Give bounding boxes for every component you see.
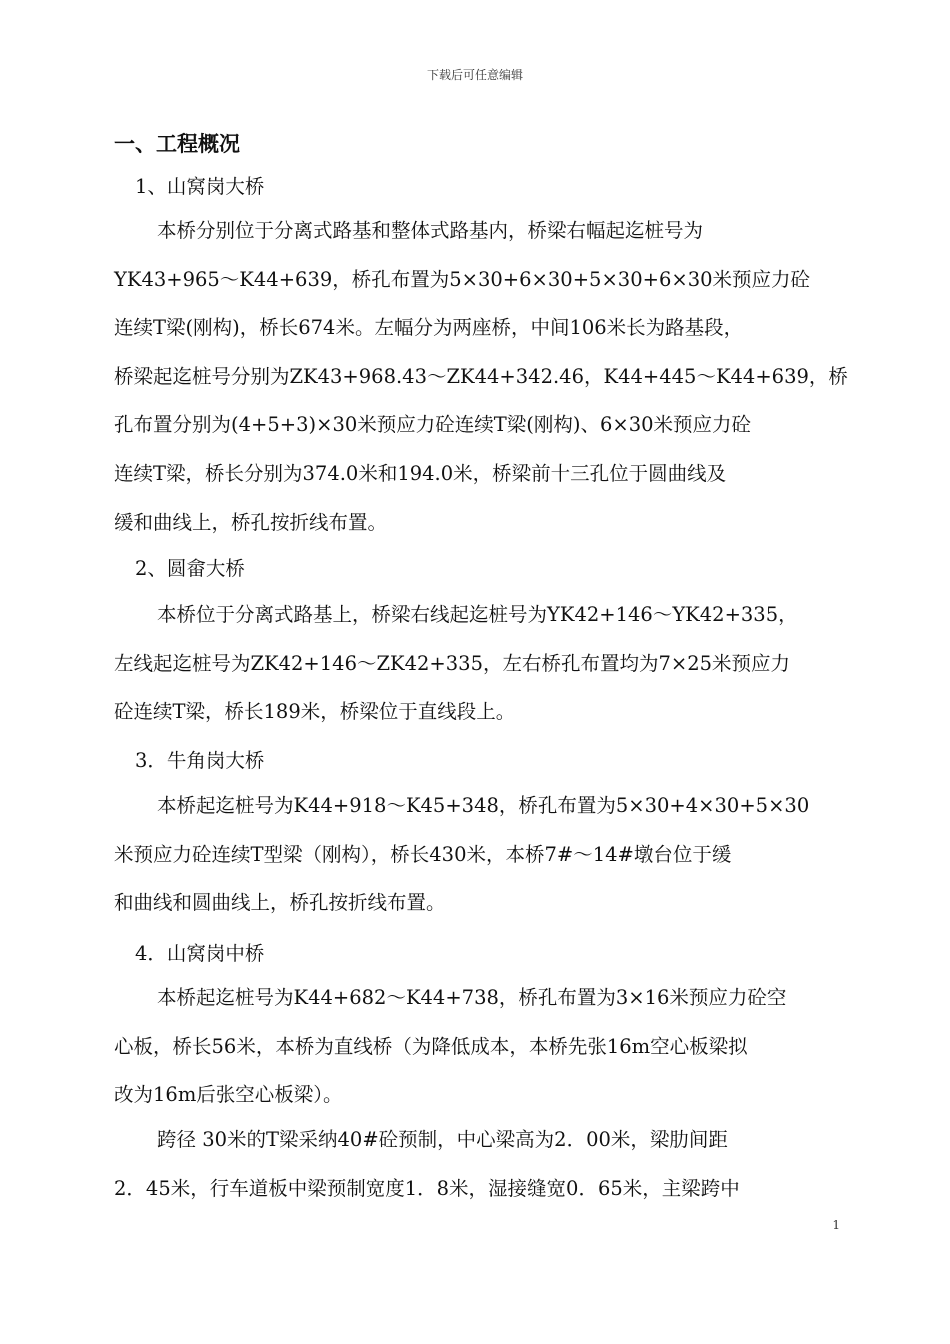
bridge-2-paragraph (114, 591, 838, 737)
bridge-3-title: 3．牛角岗大桥 (135, 749, 265, 772)
paragraph-line: 本桥起迄桩号为K44+682～K44+738，桥孔布置为3×16米预应力砼空 (157, 986, 787, 1009)
paragraph-line: 缓和曲线上，桥孔按折线布置。 (114, 510, 388, 534)
paragraph-line: 孔布置分别为(4+5+3)×30米预应力砼连续T梁(刚构)、6×30米预应力砼 (114, 413, 752, 437)
paragraph-line: 米预应力砼连续T型梁（刚构），桥长430米，本桥7#～14#墩台位于缓 (114, 842, 732, 866)
bridge-1-title: 1、山窝岗大桥 (135, 175, 265, 198)
tbeam-paragraph (114, 1116, 838, 1213)
page-number: 1 (832, 1218, 840, 1232)
bridge-2-title: 2、圆畲大桥 (135, 557, 245, 580)
bridge-3-paragraph (114, 782, 838, 928)
paragraph-line: 改为16m后张空心板梁）。 (114, 1083, 343, 1107)
paragraph-line: 跨径 30米的T梁采纳40#砼预制，中心梁高为2．00米，梁肋间距 (157, 1128, 728, 1151)
paragraph-line: YK43+965～K44+639，桥孔布置为5×30+6×30+5×30+6×30米预应力砼 (114, 267, 811, 291)
paragraph-line: 连续T梁，桥长分别为374.0米和194.0米，桥梁前十三孔位于圆曲线及 (114, 461, 727, 485)
bridge-4-paragraph (114, 974, 838, 1120)
paragraph-line: 连续T梁(刚构)，桥长674米。左幅分为两座桥，中间106米长为路基段， (114, 316, 744, 340)
paragraph-line: 本桥分别位于分离式路基和整体式路基内，桥梁右幅起迄桩号为 (157, 219, 704, 242)
paragraph-line: 桥梁起迄桩号分别为ZK43+968.43～ZK44+342.46，K44+445～K44+639，桥 (114, 364, 848, 388)
paragraph-line: 本桥起迄桩号为K44+918～K45+348，桥孔布置为5×30+4×30+5×30 (157, 794, 810, 817)
bridge-4-title: 4．山窝岗中桥 (135, 942, 265, 965)
paragraph-line: 砼连续T梁，桥长189米，桥梁位于直线段上。 (114, 700, 516, 724)
paragraph-line: 和曲线和圆曲线上，桥孔按折线布置。 (114, 891, 446, 915)
paragraph-line: 本桥位于分离式路基上，桥梁右线起迄桩号为YK42+146～YK42+335， (157, 603, 798, 626)
paragraph-line: 左线起迄桩号为ZK42+146～ZK42+335，左右桥孔布置均为7×25米预应力 (114, 651, 791, 675)
bridge-1-paragraph (114, 207, 848, 547)
page-header: 下载后可任意编辑 (426, 68, 523, 82)
section-title: 一、工程概况 (114, 132, 240, 156)
paragraph-line: 心板，桥长56米，本桥为直线桥（为降低成本，本桥先张16m空心板梁拟 (114, 1034, 748, 1058)
paragraph-line: 2．45米，行车道板中梁预制宽度1．8米，湿接缝宽0．65米，主梁跨中 (114, 1176, 740, 1200)
